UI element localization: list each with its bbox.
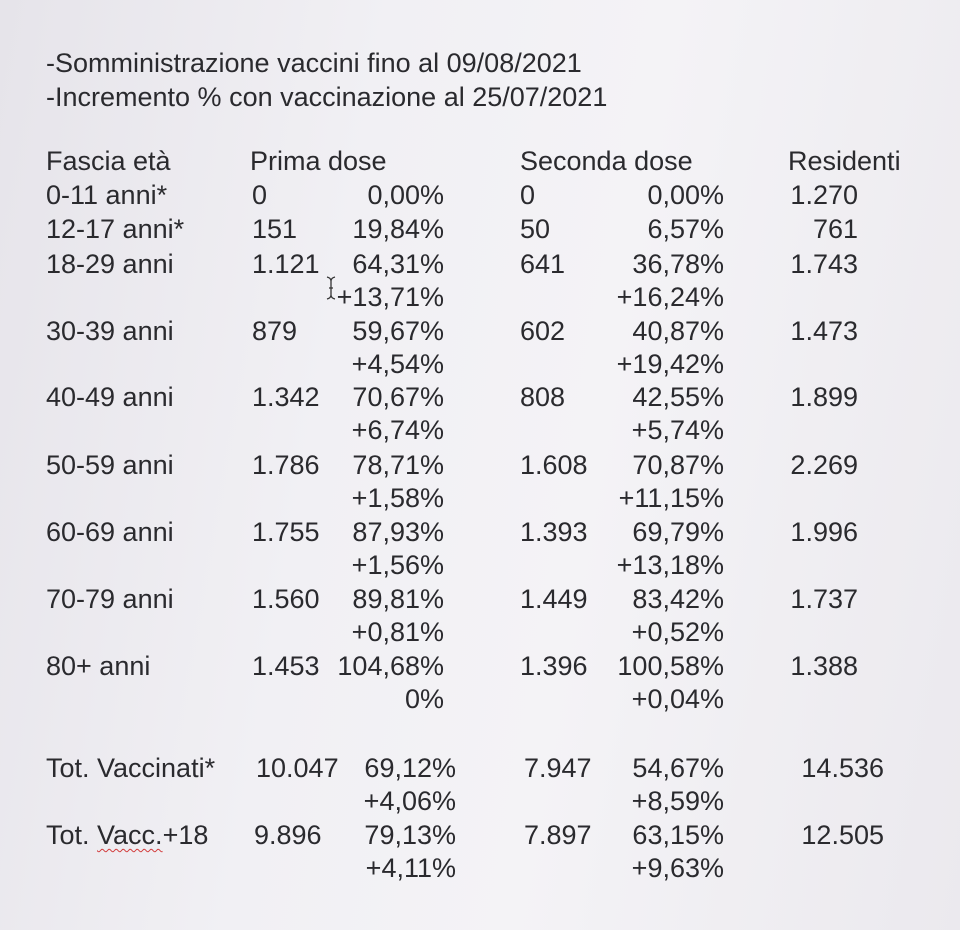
second-dose-count: 7.947: [524, 753, 592, 783]
first-dose-percent: 0,00%: [367, 180, 444, 210]
second-dose-percent: 69,79%: [632, 517, 724, 547]
first-dose-count: 151: [252, 214, 298, 244]
residents-count: 1.737: [790, 584, 858, 614]
second-dose-percent: 0,00%: [647, 180, 724, 210]
second-dose-percent: 83,42%: [632, 584, 724, 614]
first-dose-count: 879: [252, 316, 298, 346]
first-dose-percent: 64,31%: [352, 249, 444, 279]
first-dose-count: 1.786: [252, 450, 320, 480]
table-row: [0, 452, 960, 520]
column-header-residents: Residenti: [788, 146, 901, 176]
second-dose-count: 50: [520, 214, 551, 244]
second-dose-percent: 42,55%: [632, 382, 724, 412]
first-dose-count: 9.896: [254, 820, 322, 850]
residents-count: 14.536: [801, 753, 884, 783]
residents-count: 1.996: [790, 517, 858, 547]
totals-label-part: +18: [162, 820, 209, 850]
first-dose-count: 1.755: [252, 517, 320, 547]
age-band: 60-69 anni: [46, 517, 174, 547]
first-dose-percent: 89,81%: [352, 584, 444, 614]
first-dose-count: 1.342: [252, 382, 320, 412]
second-dose-increment: +16,24%: [616, 282, 724, 312]
column-header-first-dose: Prima dose: [250, 146, 387, 176]
column-header-second-dose: Seconda dose: [520, 146, 693, 176]
totals-row: [0, 822, 960, 890]
second-dose-count: 602: [520, 316, 566, 346]
first-dose-percent: 19,84%: [352, 214, 444, 244]
age-band: 18-29 anni: [46, 249, 174, 279]
first-dose-increment: 0%: [404, 684, 444, 714]
spellcheck-underlined-word: Vacc.: [97, 820, 163, 850]
residents-count: 1.473: [790, 316, 858, 346]
age-band: 40-49 anni: [46, 382, 174, 412]
residents-count: 1.270: [790, 180, 858, 210]
first-dose-count: 1.560: [252, 584, 320, 614]
second-dose-increment: +11,15%: [618, 483, 724, 513]
second-dose-count: 0: [520, 180, 536, 210]
first-dose-increment: +6,74%: [351, 415, 444, 445]
second-dose-increment: +19,42%: [616, 349, 724, 379]
age-band: 80+ anni: [46, 651, 151, 681]
first-dose-count: 1.121: [252, 249, 320, 279]
second-dose-percent: 54,67%: [632, 753, 724, 783]
first-dose-increment: +0,81%: [351, 617, 444, 647]
second-dose-count: 7.897: [524, 820, 592, 850]
first-dose-percent: 59,67%: [352, 316, 444, 346]
first-dose-increment: +4,11%: [365, 853, 456, 883]
residents-count: 761: [812, 214, 858, 244]
totals-label-part: Tot.: [46, 820, 98, 850]
second-dose-increment: +9,63%: [631, 853, 724, 883]
first-dose-increment: +1,58%: [351, 483, 444, 513]
first-dose-percent: 69,12%: [364, 753, 456, 783]
totals-label: [46, 822, 208, 849]
first-dose-percent: 79,13%: [364, 820, 456, 850]
column-header-age: Fascia età: [46, 146, 171, 176]
first-dose-count: 10.047: [256, 753, 339, 783]
residents-count: 2.269: [790, 450, 858, 480]
age-band: 50-59 anni: [46, 450, 174, 480]
table-row: [0, 318, 960, 386]
second-dose-count: 1.449: [520, 584, 588, 614]
table-row: [0, 586, 960, 654]
second-dose-percent: 40,87%: [632, 316, 724, 346]
table-row: [0, 519, 960, 587]
second-dose-percent: 70,87%: [632, 450, 724, 480]
second-dose-count: 808: [520, 382, 566, 412]
first-dose-increment: +13,71%: [336, 282, 444, 312]
age-band: 0-11 anni*: [46, 180, 168, 210]
header-line-1: -Somministrazione vaccini fino al 09/08/2021: [46, 48, 582, 78]
text-cursor-icon: [326, 276, 336, 300]
first-dose-percent: 78,71%: [352, 450, 444, 480]
second-dose-increment: +5,74%: [631, 415, 724, 445]
age-band: 30-39 anni: [46, 316, 174, 346]
second-dose-percent: 100,58%: [617, 651, 724, 681]
residents-count: 1.899: [790, 382, 858, 412]
totals-row: [0, 755, 960, 823]
second-dose-count: 1.396: [520, 651, 588, 681]
second-dose-count: 1.393: [520, 517, 588, 547]
second-dose-increment: +8,59%: [631, 786, 724, 816]
second-dose-percent: 6,57%: [647, 214, 724, 244]
table-row: [0, 384, 960, 452]
second-dose-count: 641: [520, 249, 566, 279]
table-row: [0, 251, 960, 319]
second-dose-increment: +0,04%: [631, 684, 724, 714]
first-dose-count: 0: [252, 180, 268, 210]
second-dose-increment: +0,52%: [631, 617, 724, 647]
second-dose-increment: +13,18%: [616, 550, 724, 580]
first-dose-count: 1.453: [252, 651, 320, 681]
first-dose-increment: +1,56%: [351, 550, 444, 580]
first-dose-percent: 70,67%: [352, 382, 444, 412]
age-band: 12-17 anni*: [46, 214, 185, 244]
age-band: 70-79 anni: [46, 584, 174, 614]
first-dose-percent: 104,68%: [337, 651, 444, 681]
residents-count: 12.505: [801, 820, 884, 850]
residents-count: 1.388: [790, 651, 858, 681]
second-dose-count: 1.608: [520, 450, 588, 480]
residents-count: 1.743: [790, 249, 858, 279]
first-dose-increment: +4,06%: [363, 786, 456, 816]
first-dose-increment: +4,54%: [351, 349, 444, 379]
second-dose-percent: 63,15%: [632, 820, 724, 850]
header-line-2: -Incremento % con vaccinazione al 25/07/2021: [46, 82, 608, 112]
second-dose-percent: 36,78%: [632, 249, 724, 279]
first-dose-percent: 87,93%: [352, 517, 444, 547]
table-row: [0, 653, 960, 721]
totals-label: Tot. Vaccinati*: [46, 753, 216, 783]
